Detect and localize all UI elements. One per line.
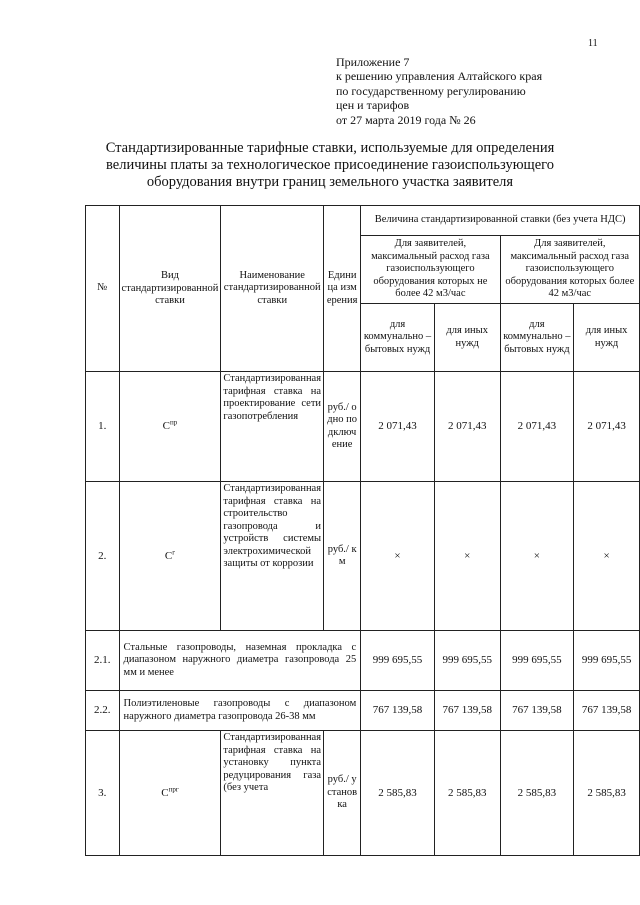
title-line: величины платы за технологическое присоединение газоиспользующего [106, 157, 554, 173]
header-rate-name: Наименование стандартизированной ставки [221, 206, 324, 372]
rate-name-merged: Стальные газопроводы, наземная прокладка с диапазоном наружного диаметра газопровода 25 мм и менее [119, 631, 361, 691]
rate-type-cell [119, 731, 221, 856]
appendix-line: к решению управления Алтайского края [336, 69, 543, 84]
header-communal-a: для коммунально – бытовых нужд [361, 304, 435, 372]
value-cell: 2 071,43 [361, 372, 435, 482]
rate-type-sup: пр [170, 418, 178, 427]
rate-unit: руб./ одно подключение [324, 372, 361, 482]
rate-name: Стандартизированная тарифная ставка на проектирование сети газопотребления [221, 372, 324, 482]
value-cell: × [500, 482, 574, 631]
value-cell: 999 695,55 [434, 631, 500, 691]
header-group-up-to-42: Для заявителей, максимальный расход газа газоиспользующего оборудования которых не более 42 м3/час [361, 236, 500, 304]
value-cell: 2 071,43 [434, 372, 500, 482]
document-title [40, 140, 620, 191]
table-row [86, 631, 640, 691]
header-number: № [86, 206, 120, 372]
header-rate-type: Вид стандартизированной ставки [119, 206, 221, 372]
row-number: 2.2. [86, 691, 120, 731]
header-communal-b: для коммунально – бытовых нужд [500, 304, 574, 372]
rate-type-sup: прг [168, 785, 179, 794]
row-number: 2.1. [86, 631, 120, 691]
value-cell: 2 071,43 [574, 372, 640, 482]
value-cell: 767 139,58 [434, 691, 500, 731]
rate-type-base: С [162, 420, 171, 433]
rate-type-base: С [161, 786, 169, 799]
row-number: 2. [86, 482, 120, 631]
table-row [86, 691, 640, 731]
header-other-b: для иных нужд [574, 304, 640, 372]
rate-type-sup: г [172, 548, 176, 557]
header-unit: Единица измерения [324, 206, 361, 372]
value-cell: 2 071,43 [500, 372, 574, 482]
header-value-group: Величина стандартизированной ставки (без учета НДС) [361, 206, 640, 236]
tariff-table [85, 205, 640, 856]
row-number: 1. [86, 372, 120, 482]
table-row [86, 731, 640, 856]
appendix-block [336, 55, 542, 127]
appendix-line: по государственному регулированию [336, 83, 526, 98]
value-cell: 2 585,83 [500, 731, 574, 856]
header-group-over-42: Для заявителей, максимальный расход газа газоиспользующего оборудования которых более 42 м3/час [500, 236, 639, 304]
value-cell: 999 695,55 [574, 631, 640, 691]
rate-unit: руб./ км [324, 482, 361, 631]
rate-type-cell [119, 482, 221, 631]
table-row [86, 482, 640, 631]
value-cell: 767 139,58 [500, 691, 574, 731]
rate-unit: руб./ установка [324, 731, 361, 856]
rate-type-cell [119, 372, 221, 482]
appendix-line: Приложение 7 [336, 55, 410, 69]
value-cell: 2 585,83 [434, 731, 500, 856]
title-line: Стандартизированные тарифные ставки, используемые для определения [105, 140, 555, 156]
value-cell: × [434, 482, 500, 631]
appendix-line: от 27 марта 2019 года № 26 [336, 112, 476, 127]
value-cell: 999 695,55 [500, 631, 574, 691]
rate-name: Стандартизированная тарифная ставка на строительство газопровода и устройств системы электрохимической защиты от коррозии [221, 482, 324, 631]
value-cell: × [361, 482, 435, 631]
value-cell: 999 695,55 [361, 631, 435, 691]
value-cell: 767 139,58 [574, 691, 640, 731]
rate-type-base: С [164, 549, 173, 562]
title-line: оборудования внутри границ земельного участка заявителя [146, 174, 514, 190]
table-row [86, 372, 640, 482]
value-cell: 767 139,58 [361, 691, 435, 731]
header-other-a: для иных нужд [434, 304, 500, 372]
rate-name-merged: Полиэтиленовые газопроводы с диапазоном наружного диаметра газопровода 26-38 мм [119, 691, 361, 731]
page-number: 11 [588, 38, 598, 49]
value-cell: × [574, 482, 640, 631]
value-cell: 2 585,83 [574, 731, 640, 856]
appendix-line: цен и тарифов [336, 98, 410, 113]
rate-name: Стандартизированная тарифная ставка на установку пункта редуцирования газа (без учета [221, 731, 324, 856]
row-number: 3. [86, 731, 120, 856]
value-cell: 2 585,83 [361, 731, 435, 856]
